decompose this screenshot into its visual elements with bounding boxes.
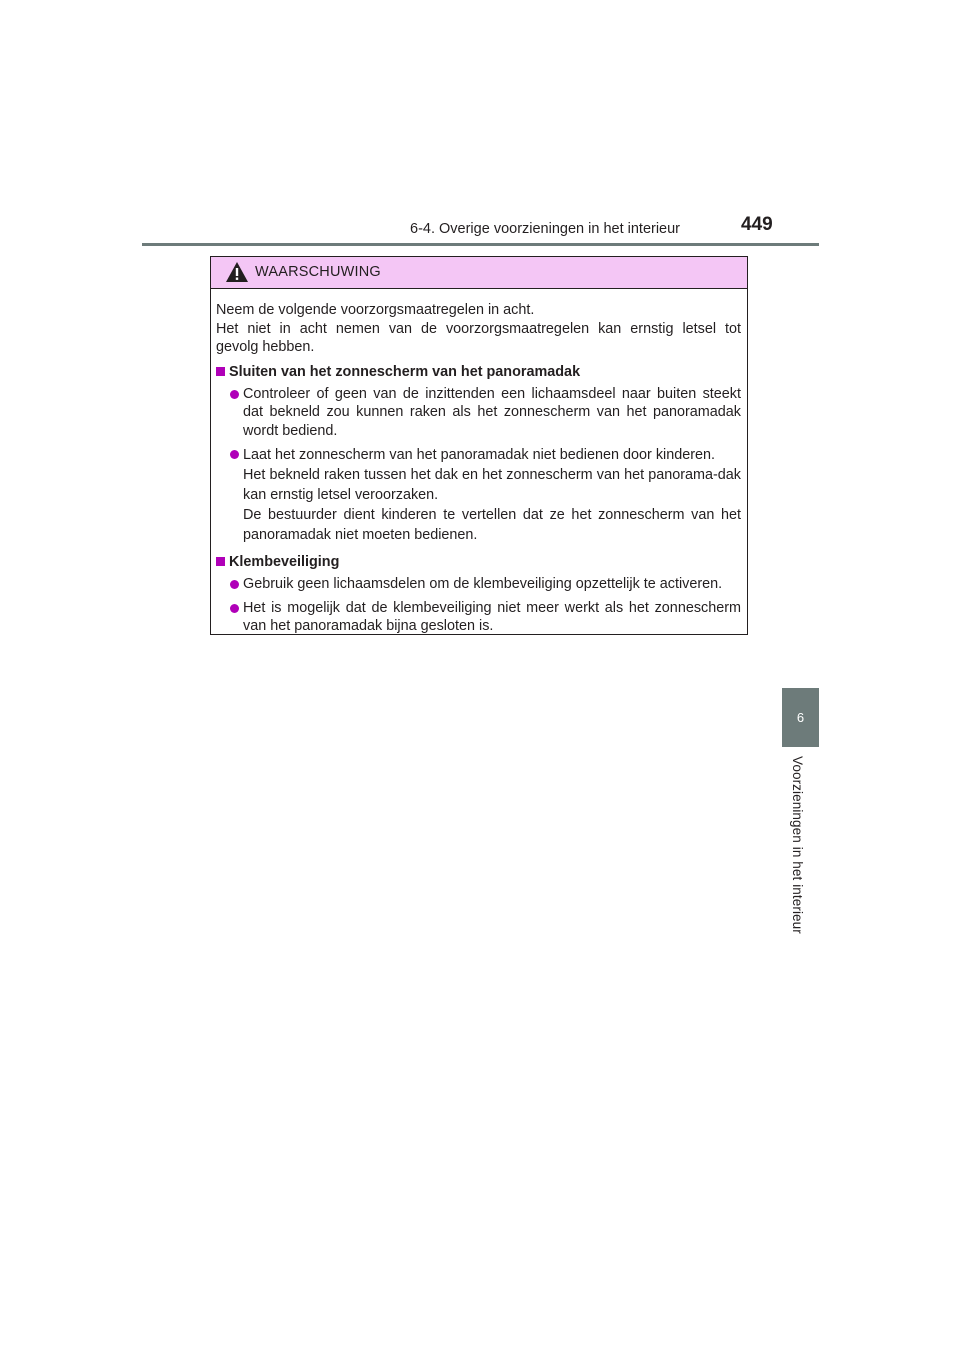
section-heading-text: Sluiten van het zonnescherm van het panoramadak bbox=[229, 363, 581, 380]
list-item-text: Het is mogelijk dat de klembeveiliging niet meer werkt als het zonnescherm van het panoramadak bijna gesloten is. bbox=[243, 599, 741, 634]
list-item-text: Controleer of geen van de inzittenden een lichaamsdeel naar buiten steekt dat bekneld zou kunnen raken als het zonnescherm van het panoramadak wordt bediend. bbox=[243, 385, 741, 439]
chapter-tab bbox=[782, 688, 819, 747]
list-item bbox=[216, 445, 741, 545]
circle-bullet-icon bbox=[230, 604, 239, 613]
list-item bbox=[216, 575, 741, 594]
circle-bullet-icon bbox=[230, 450, 239, 459]
list-item-text: Het bekneld raken tussen het dak en het zonnescherm van het panorama-dak kan ernstig letsel veroorzaken. bbox=[243, 467, 741, 503]
section-heading-text: Klembeveiliging bbox=[229, 554, 340, 570]
intro-line: Het niet in acht nemen van de voorzorgsmaatregelen kan ernstig letsel tot bbox=[216, 320, 741, 337]
warning-header bbox=[211, 257, 747, 289]
list-item-text: Laat het zonnescherm van het panoramadak niet bedienen door kinderen. bbox=[243, 447, 716, 463]
section-heading bbox=[216, 363, 741, 382]
square-bullet-icon bbox=[216, 367, 225, 376]
list-item-text: Gebruik geen lichaamsdelen om de klembeveiliging opzettelijk te activeren. bbox=[243, 576, 723, 592]
chapter-number: 6 bbox=[796, 710, 805, 725]
chapter-title: Voorzieningen in het interieur bbox=[790, 756, 805, 934]
circle-bullet-icon bbox=[230, 580, 239, 589]
circle-bullet-icon bbox=[230, 390, 239, 399]
warning-intro bbox=[216, 301, 741, 357]
list-item bbox=[216, 599, 741, 636]
square-bullet-icon bbox=[216, 557, 225, 566]
intro-line: gevolg hebben. bbox=[216, 339, 315, 355]
section-pinch-protection bbox=[216, 553, 741, 636]
section-title: 6-4. Overige voorzieningen in het interieur bbox=[410, 221, 681, 237]
section-sunshade-closing bbox=[216, 363, 741, 546]
warning-triangle-icon bbox=[225, 261, 249, 283]
intro-line: Neem de volgende voorzorgsmaatregelen in acht. bbox=[216, 302, 535, 318]
section-heading bbox=[216, 553, 741, 572]
header-divider bbox=[142, 243, 819, 246]
list-item bbox=[216, 385, 741, 441]
warning-body bbox=[211, 289, 747, 636]
warning-title: WAARSCHUWING bbox=[255, 264, 381, 280]
warning-box bbox=[210, 256, 748, 635]
page-number: 449 bbox=[741, 214, 773, 235]
list-item-text: De bestuurder dient kinderen te vertellen dat ze het zonnescherm van het panoramadak niet moeten bedienen. bbox=[243, 507, 741, 543]
